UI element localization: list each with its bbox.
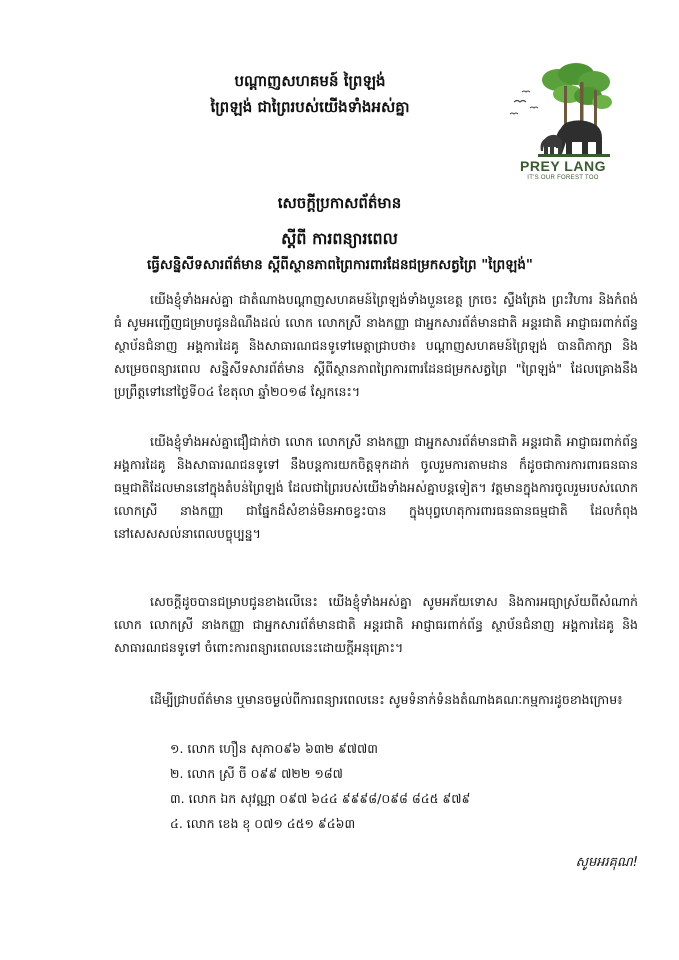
contact-item: ១. លោក ហឿន សុភា០៩៦ ៦៣២ ៩៧៧៣ — [170, 741, 378, 756]
organization-name: បណ្ដាញសហគមន៍ ព្រៃឡង់ — [234, 72, 386, 90]
contact-list — [170, 736, 590, 836]
letterhead — [0, 0, 679, 190]
paragraph-contact-intro: ដើម្បីជ្រាបព័ត៌មាន ឬមានចម្ងល់ពីការពន្យារពេលនេះ សូមទំនាក់ទំនងតំណាងគណៈកម្មការដូចខាងក្រោម៖ — [150, 692, 623, 707]
elephant-forest-birds-logo-icon — [508, 62, 618, 158]
contact-item: ៤. លោក ខេង ខុ ០៧១ ៤៥១ ៩៤៦៣ — [170, 816, 356, 831]
prey-lang-logo — [508, 62, 618, 186]
document-subject: ស្តីពី ការពន្យារពេល — [281, 229, 398, 248]
contact-item: ២. លោក ស្រី ចី ០៩៩ ៧២២ ១៨៧ — [170, 766, 343, 781]
document-subject-detail: ធ្វើសន្និសីទសារព័ត៌មាន ស្តីពីស្ថានភាពព្រៃការពារដែនជម្រកសត្វព្រៃ "ព្រៃឡង់" — [147, 257, 533, 273]
paragraph-announcement: យើងខ្ញុំទាំងអស់គ្នា ជាតំណាងបណ្តាញសហគមន៍ព្រៃឡង់ទាំងបួនខេត្ត ក្រចេះ ស្ទឹងត្រែង ព្រះវិហារ និងកំពង់ធំ សូមអញ្ជើញជម្រាបជូនដំណឹងដល់ លោក លោកស្រី នាងកញ្ញា ជាអ្នកសារព័ត៌មានជាតិ អន្តរជាតិ អាជ្ញាធរពាក់ព័ន្ធ ស្ថាប័នជំនាញ អង្គការដៃគូ និងសាធារណជនទូទៅមេត្តាជ្រាបថា៖ បណ្តាញសហគមន៍ព្រៃឡង់ បានពិភាក្សា និងសម្រេចពន្យារពេល សន្និសីទសារព័ត៌មាន ស្តីពីស្ថានភាពព្រៃការពារដែនជម្រកសត្វព្រៃ "ព្រៃឡង់" ដែលគ្រោងនឹងប្រព្រឹត្តទៅនៅថ្ងៃទី០៤ ខែតុលា ឆ្នាំ២០១៨ ស្អែកនេះ។ — [114, 292, 638, 399]
paragraph-belief: យើងខ្ញុំទាំងអស់គ្នាជឿជាក់ថា លោក លោកស្រី នាងកញ្ញា ជាអ្នកសារព័ត៌មានជាតិ អន្តរជាតិ អាជ្ញាធរពាក់ព័ន្ធ អង្គការដៃគូ និងសាធារណជនទូទៅ នឹងបន្តការយកចិត្តទុកដាក់ ចូលរួមការតាមដាន ក៏ដូចជាការការពារធនធានធម្មជាតិដែលមាននៅក្នុងតំបន់ព្រៃឡង់ ដែលជាព្រៃរបស់យើងទាំងអស់គ្នាបន្តទៀត។ វត្តមានក្នុងការចូលរួមរបស់លោក លោកស្រី នាងកញ្ញា ជាផ្នែកដ៏សំខាន់មិនអាចខ្វះបាន ក្នុងបុព្វហេតុការពារធនធានធម្មជាតិ ដែលកំពុងនៅសេសសល់នាពេលបច្ចុប្បន្ន។ — [114, 434, 638, 541]
document-type: សេចក្តីប្រកាសព័ត៌មាន — [277, 194, 402, 212]
contact-item: ៣. លោក ឯក សុវណ្ណា ០៩៧ ៦៤៤ ៩៩៩៨/០៩៨ ៨៤៥ ៩៧៩ — [170, 791, 471, 806]
closing-thanks: សូមអរគុណ! — [575, 855, 638, 870]
logo-name: PREY LANG — [520, 158, 606, 174]
logo-tagline: IT'S OUR FOREST TOO — [527, 175, 599, 181]
organization-slogan: ព្រៃឡង់ ជាព្រៃរបស់យើងទាំងអស់គ្នា — [210, 98, 410, 116]
paragraph-apology: សេចក្តីដូចបានជម្រាបជូនខាងលើនេះ យើងខ្ញុំទាំងអស់គ្នា សូមអភ័យទោស និងការអធ្យាស្រ័យពីសំណាក់ លោក លោកស្រី នាងកញ្ញា ជាអ្នកសារព័ត៌មានជាតិ អន្តរជាតិ អាជ្ញាធរពាក់ព័ន្ធ ស្ថាប័នជំនាញ អង្គការដៃគូ និងសាធារណជនទូទៅ ចំពោះការពន្យារពេលនេះដោយក្តីអនុគ្រោះ។ — [114, 594, 638, 655]
